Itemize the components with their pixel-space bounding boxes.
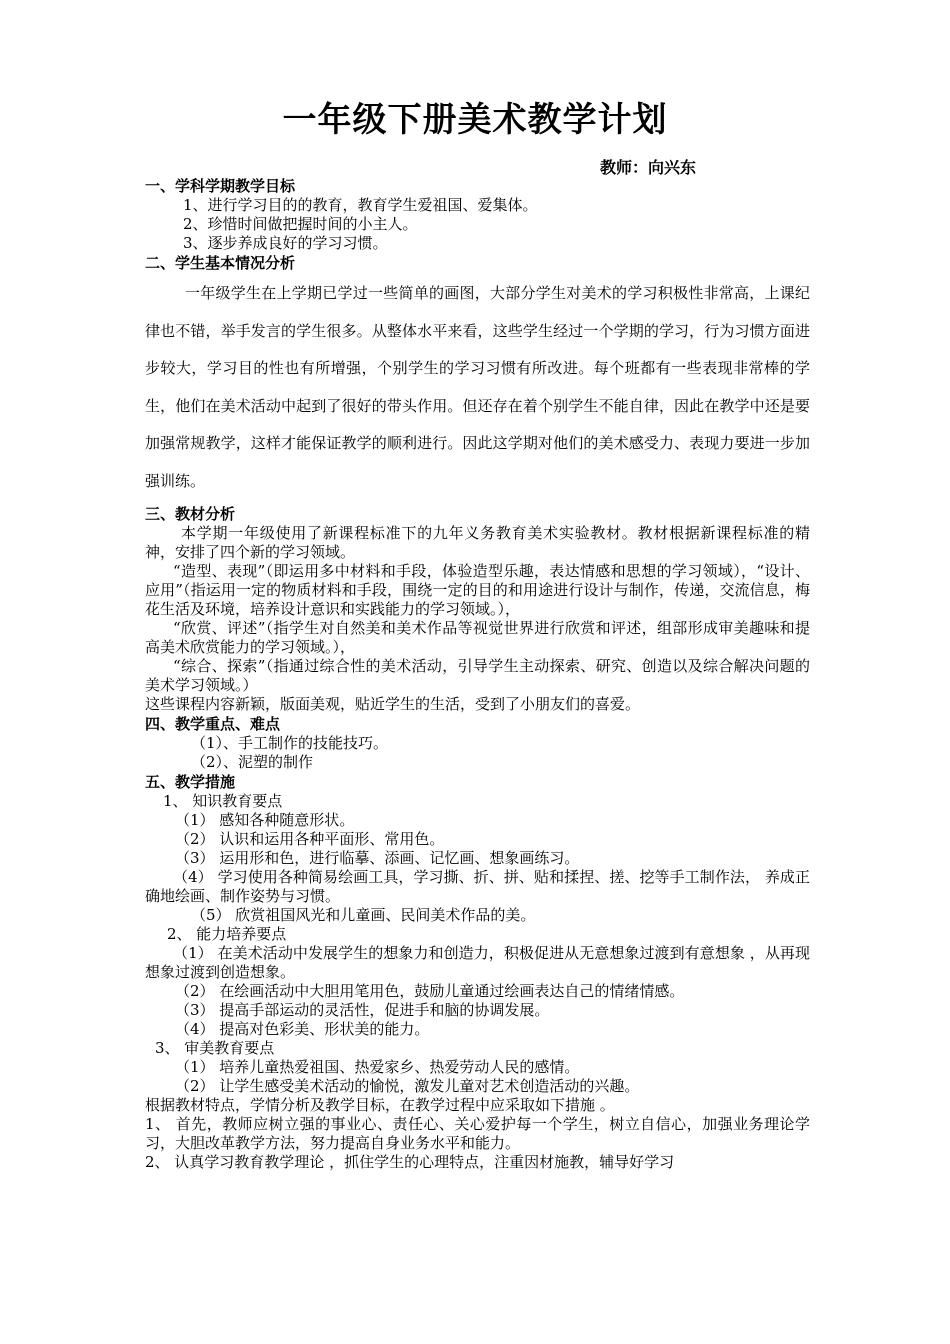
ability-item-1: （1） 在美术活动中发展学生的想象力和创造力，积极促进从无意想象过渡到有意想象 ，从再现想象过渡到创造想象。: [145, 944, 810, 981]
student-analysis-paragraph: 一年级学生在上学期已学过一些简单的画图，大部分学生对美术的学习积极性非常高，上课纪律也不错，举手发言的学生很多。从整体水平来看，这些学生经过一个学期的学习，行为习惯方面进步较大，学习目的性也有所增强，个别学生的学习习惯有所改进。每个班都有一些表现非常棒的学生，他们在美术活动中起到了很好的带头作用。但还存在着个别学生不能自律，因此在教学中还是要加强常规教学，这样才能保证教学的顺利进行。因此这学期对他们的美术感受力、表现力要进一步加强训练。: [145, 284, 810, 490]
textbook-paragraph-4: “综合、探索”（指通过综合性的美术活动，引导学生主动探索、研究、创造以及综合解决问题的美术学习领域。）: [145, 657, 810, 694]
measure-subheading-2: 2、 能力培养要点: [167, 925, 287, 943]
section-1-heading: 一、学科学期教学目标: [145, 177, 296, 195]
aesthetic-item-2: （2） 让学生感受美术活动的愉悦，激发儿童对艺术创造活动的兴趣。: [175, 1077, 640, 1095]
document-title: 一年级下册美术教学计划: [282, 100, 668, 140]
key-point-2: （2）、泥塑的制作: [191, 753, 314, 771]
textbook-paragraph-1: 本学期一年级使用了新课程标准下的九年义务教育美术实验教材。教材根据新课程标准的精神，安排了四个新的学习领域。: [145, 524, 810, 561]
measure-subheading-3: 3、 审美教育要点: [155, 1039, 275, 1057]
measure-1: 1、 首先，教师应树立强的事业心、责任心、关心爱护每一个学生，树立自信心，加强业务理论学习，大胆改革教学方法，努力提高自身业务水平和能力。: [145, 1115, 810, 1152]
section-3-heading: 三、教材分析: [145, 505, 236, 523]
textbook-paragraph-5: 这些课程内容新颖，版面美观，贴近学生的生活，受到了小朋友们的喜爱。: [145, 695, 641, 713]
section-5-heading: 五、教学措施: [145, 773, 236, 791]
goal-item-1: 1、进行学习目的的教育，教育学生爱祖国、爱集体。: [183, 196, 538, 214]
ability-item-3: （3） 提高手部运动的灵活性，促进手和脑的协调发展。: [175, 1001, 550, 1019]
document-body: [145, 176, 810, 1172]
textbook-paragraph-2: “造型、表现”（即运用多中材料和手段，体验造型乐趣，表达情感和思想的学习领域），“设计、应用”（指运用一定的物质材料和手段，围绕一定的目的和用途进行设计与制作，传递，交流信息，梅花生活及环境，培养设计意识和实践能力的学习领域。），: [145, 562, 810, 618]
goal-item-2: 2、珍惜时间做把握时间的小主人。: [183, 215, 418, 233]
knowledge-item-2: （2） 认识和运用各种平面形、常用色。: [175, 830, 445, 848]
knowledge-item-1: （1） 感知各种随意形状。: [175, 811, 355, 829]
ability-item-4: （4） 提高对色彩美、形状美的能力。: [175, 1020, 430, 1038]
measure-subheading-1: 1、 知识教育要点: [163, 792, 283, 810]
textbook-paragraph-3: “欣赏、评述”（指学生对自然美和美术作品等视觉世界进行欣赏和评述，组部形成审美趣味和提高美术欣赏能力的学习领域。），: [145, 619, 810, 656]
ability-item-2: （2） 在绘画活动中大胆用笔用色，鼓励儿童通过绘画表达自己的情绪情感。: [175, 982, 685, 1000]
knowledge-item-4: （4） 学习使用各种简易绘画工具，学习撕、折、拼、贴和揉捏、搓、挖等手工制作法， 养成正确地绘画、制作姿势与习惯。: [145, 868, 810, 905]
key-point-1: （1）、手工制作的技能技巧。: [191, 734, 389, 752]
section-2-heading: 二、学生基本情况分析: [145, 254, 296, 272]
measure-2: 2、 认真学习教育教学理论 ，抓住学生的心理特点，注重因材施教，辅导好学习: [145, 1153, 675, 1171]
section-4-heading: 四、教学重点、难点: [145, 715, 281, 733]
knowledge-item-5: （5） 欣赏祖国风光和儿童画、民间美术作品的美。: [191, 906, 536, 924]
knowledge-item-3: （3） 运用形和色，进行临摹、添画、记忆画、想象画练习。: [175, 849, 580, 867]
measures-intro: 根据教材特点，学情分析及教学目标，在教学过程中应采取如下措施 。: [145, 1096, 615, 1114]
teacher-name: 教师：向兴东: [600, 158, 697, 177]
aesthetic-item-1: （1） 培养儿童热爱祖国、热爱家乡、热爱劳动人民的感情。: [175, 1058, 580, 1076]
goal-item-3: 3、逐步养成良好的学习习惯。: [183, 234, 388, 252]
